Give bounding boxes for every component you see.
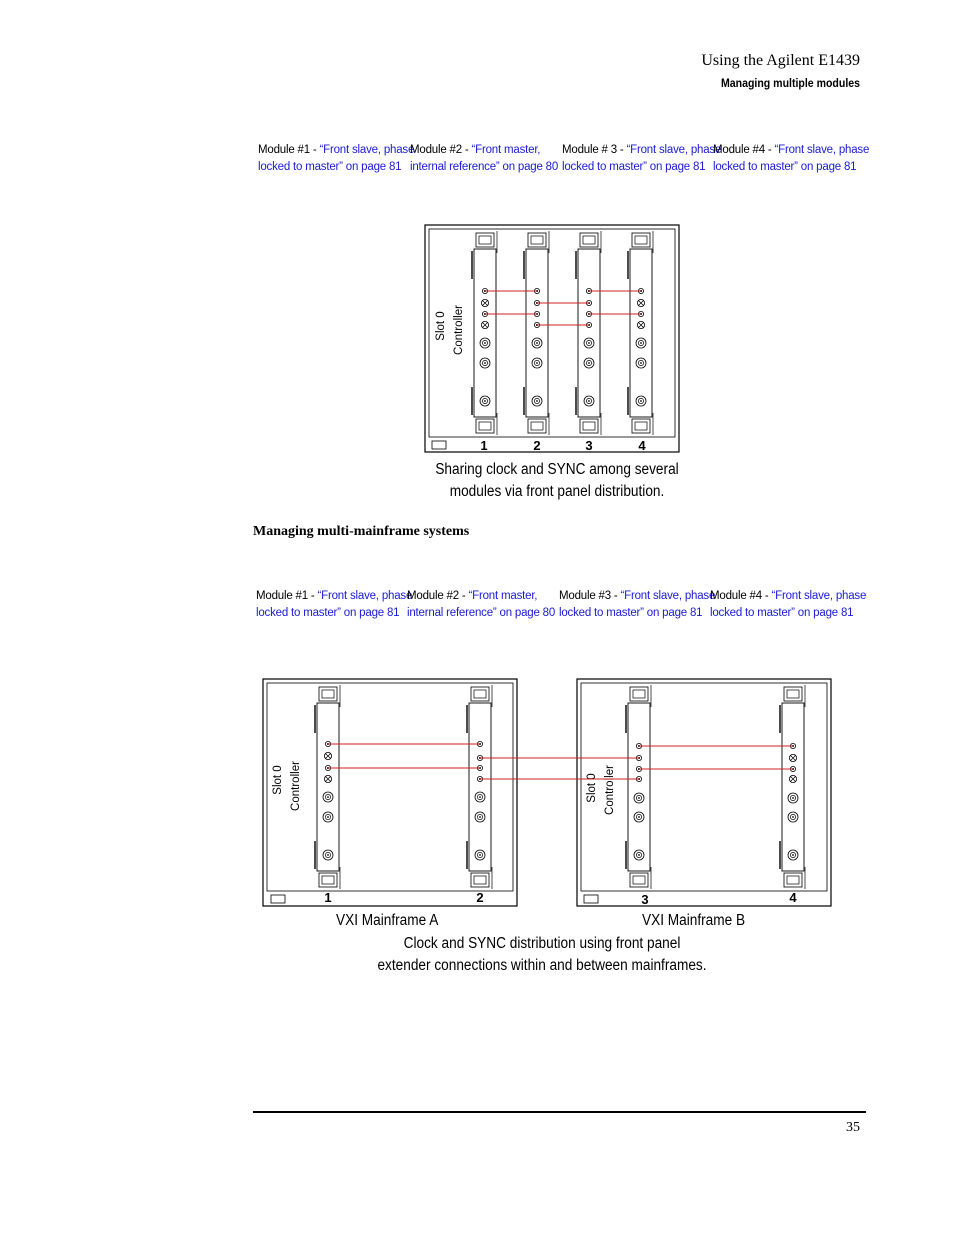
bnc-connector-pin bbox=[484, 400, 486, 402]
slot0-label-line1: Slot 0 bbox=[435, 311, 447, 341]
module-prefix: Module #2 - bbox=[407, 590, 469, 602]
module-prefix: Module #4 - bbox=[710, 590, 772, 602]
slot-number-4: 4 bbox=[638, 438, 646, 453]
fig2-module-4-link[interactable]: “Front slave, phase locked to master” on page 81 bbox=[710, 590, 867, 619]
fig1-module-1-label bbox=[258, 142, 418, 176]
fig2-module-3-link[interactable]: “Front slave, phase locked to master” on page 81 bbox=[559, 590, 716, 619]
bnc-connector-pin bbox=[638, 854, 640, 856]
vxi-module-panel bbox=[524, 231, 549, 435]
fig2-two-mainframe-diagram bbox=[262, 678, 834, 910]
fig2-module-1-link[interactable]: “Front slave, phase locked to master” on page 81 bbox=[256, 590, 413, 619]
fig1-module-4-link[interactable]: “Front slave, phase locked to master” on page 81 bbox=[713, 144, 870, 173]
mainframe-a-label: VXI Mainframe A bbox=[336, 912, 439, 929]
vxi-module-panel bbox=[467, 685, 492, 889]
module-faceplate bbox=[474, 249, 496, 417]
section-title: Managing multi-mainframe systems bbox=[253, 524, 470, 539]
fig2-caption bbox=[355, 933, 728, 977]
slot0-label-a-line1: Slot 0 bbox=[272, 765, 284, 795]
module-prefix: Module #1 - bbox=[256, 590, 318, 602]
fig1-module-1-link[interactable]: “Front slave, phase locked to master” on page 81 bbox=[258, 144, 415, 173]
bnc-connector-pin bbox=[536, 342, 538, 344]
module-faceplate bbox=[526, 249, 548, 417]
slot-number-2: 2 bbox=[533, 438, 541, 453]
module-prefix: Module # 3 - bbox=[562, 144, 627, 156]
bnc-connector-pin bbox=[638, 816, 640, 818]
bnc-connector-pin bbox=[792, 816, 794, 818]
fig1-module-3-link[interactable]: “Front slave, phase locked to master” on page 81 bbox=[562, 144, 722, 173]
fig2-caption-line2: extender connections within and between mainframes. bbox=[377, 957, 707, 974]
fig1-caption-line1: Sharing clock and SYNC among several bbox=[435, 461, 679, 478]
module-faceplate bbox=[317, 703, 339, 871]
bnc-connector-pin bbox=[588, 362, 590, 364]
slot-number-3: 3 bbox=[585, 438, 593, 453]
bnc-connector-pin bbox=[327, 816, 329, 818]
fig2-module-3-label bbox=[559, 588, 719, 622]
bnc-connector-pin bbox=[479, 816, 481, 818]
page-number: 35 bbox=[846, 1120, 860, 1135]
slot0-label-b-line1: Slot 0 bbox=[586, 773, 598, 803]
module-faceplate bbox=[469, 703, 491, 871]
module-faceplate bbox=[782, 703, 804, 871]
bnc-connector-pin bbox=[640, 362, 642, 364]
bnc-connector-pin bbox=[792, 854, 794, 856]
vxi-module-panel bbox=[576, 231, 601, 435]
bnc-connector-pin bbox=[638, 797, 640, 799]
bnc-connector-pin bbox=[640, 400, 642, 402]
slot-number-1: 1 bbox=[324, 890, 332, 905]
module-prefix: Module #3 - bbox=[559, 590, 621, 602]
fig1-mainframe-diagram bbox=[424, 224, 682, 456]
fig1-module-2-label bbox=[410, 142, 570, 176]
slot-number-1: 1 bbox=[480, 438, 488, 453]
bnc-connector-pin bbox=[588, 400, 590, 402]
vxi-module-panel bbox=[315, 685, 340, 889]
fig2-caption-line1: Clock and SYNC distribution using front panel bbox=[403, 935, 681, 952]
vxi-module-panel bbox=[780, 685, 805, 889]
bnc-connector-pin bbox=[536, 362, 538, 364]
module-faceplate bbox=[628, 703, 650, 871]
bnc-connector-pin bbox=[640, 342, 642, 344]
bnc-connector-pin bbox=[479, 796, 481, 798]
bnc-connector-pin bbox=[792, 797, 794, 799]
bnc-connector-pin bbox=[327, 854, 329, 856]
fig1-module-4-label bbox=[713, 142, 873, 176]
vxi-module-panel bbox=[628, 231, 653, 435]
module-prefix: Module #2 - bbox=[410, 144, 472, 156]
bnc-connector-pin bbox=[484, 342, 486, 344]
footer-rule bbox=[253, 1111, 866, 1113]
bnc-connector-pin bbox=[479, 854, 481, 856]
fig1-module-2-link[interactable]: “Front master, internal reference” on page 80 bbox=[410, 144, 559, 173]
module-faceplate bbox=[578, 249, 600, 417]
module-prefix: Module #1 - bbox=[258, 144, 320, 156]
fig1-caption bbox=[392, 459, 721, 503]
fig2-module-2-label bbox=[407, 588, 567, 622]
mainframe-b-label: VXI Mainframe B bbox=[642, 912, 746, 929]
fig1-module-3-label bbox=[562, 142, 722, 176]
slot0-label-a-line2: Controller bbox=[290, 761, 302, 811]
slot-number-4: 4 bbox=[789, 890, 797, 905]
bnc-connector-pin bbox=[484, 362, 486, 364]
fig2-module-1-label bbox=[256, 588, 416, 622]
running-header-title: Using the Agilent E1439 bbox=[701, 52, 860, 69]
fig1-caption-line2: modules via front panel distribution. bbox=[449, 483, 665, 500]
fig2-module-2-link[interactable]: “Front master, internal reference” on page 80 bbox=[407, 590, 556, 619]
bnc-connector-pin bbox=[327, 796, 329, 798]
fig2-module-4-label bbox=[710, 588, 870, 622]
vxi-module-panel bbox=[472, 231, 497, 435]
slot0-label-line2: Controller bbox=[453, 305, 465, 355]
bnc-connector-pin bbox=[588, 342, 590, 344]
slot-number-3: 3 bbox=[641, 892, 649, 907]
slot-number-2: 2 bbox=[476, 890, 484, 905]
bnc-connector-pin bbox=[536, 400, 538, 402]
module-prefix: Module #4 - bbox=[713, 144, 775, 156]
running-header-subtitle: Managing multiple modules bbox=[720, 76, 860, 90]
slot0-label-b-line2: Controller bbox=[604, 765, 616, 815]
vxi-module-panel bbox=[626, 685, 651, 889]
module-faceplate bbox=[630, 249, 652, 417]
